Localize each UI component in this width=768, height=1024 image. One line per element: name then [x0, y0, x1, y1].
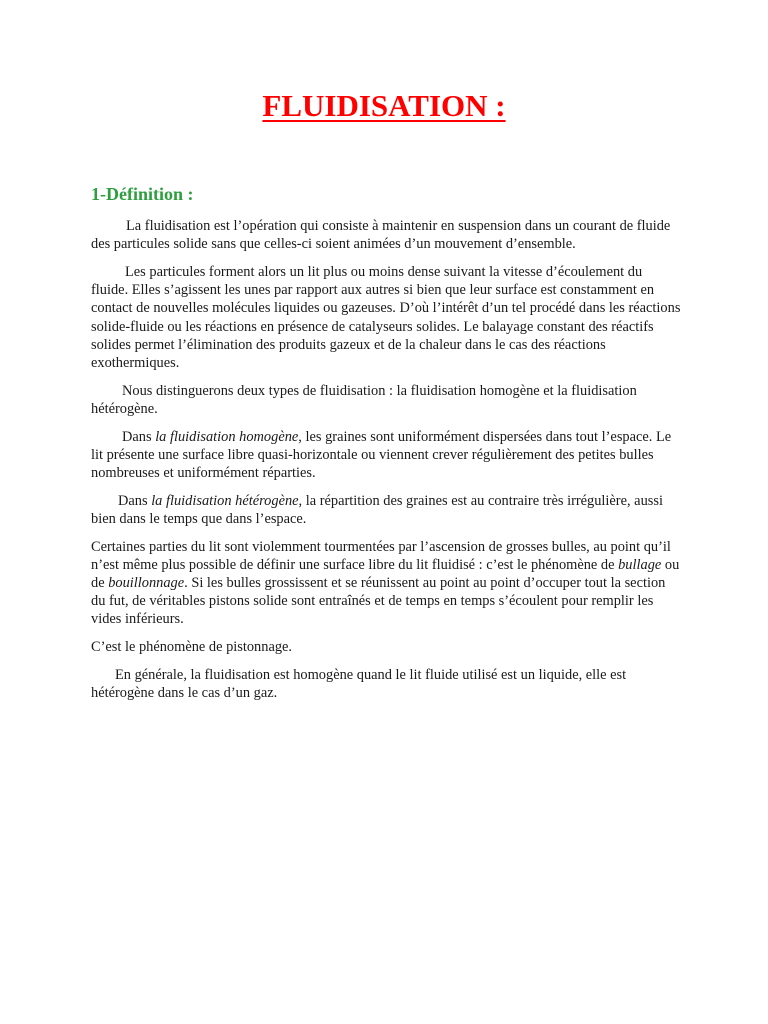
paragraph-homogeneous-prefix: Dans	[122, 428, 156, 445]
paragraph-particles: Les particules forment alors un lit plus ou moins dense suivant la vitesse d’écoulement du fluide. Elles s’agissent les unes par rapport aux autres si bien que leur surface est constamment en contact de nouvelles molécules liquides ou gazeuses. D’où l’intérêt d’un tel procédé dans les réactions solide-fluide ou les réactions en présence de catalyseurs solides. Le balayage constant des réactifs solides permet l’élimination des produits gazeux et de la chaleur dans le cas des réactions exothermiques.	[91, 263, 681, 371]
paragraph-bubbling-prefix: Certaines parties du lit sont violemment tourmentées par l’ascension de grosses bulles, au point qu’il n’est même plus possible de définir une surface libre du lit fluidisé : c’est le phénomène de	[91, 538, 671, 573]
term-homogeneous: la fluidisation homogène	[155, 428, 299, 445]
document-body	[91, 217, 681, 712]
paragraph-homogeneous	[91, 428, 681, 483]
term-heterogeneous: la fluidisation hétérogène	[151, 492, 299, 509]
paragraph-bubbling-mid: ou de	[91, 556, 680, 591]
paragraph-conclusion: En générale, la fluidisation est homogène quand le lit fluide utilisé est un liquide, elle est hétérogène dans le cas d’un gaz.	[91, 666, 627, 701]
paragraph-heterogeneous	[91, 492, 681, 528]
term-bullage: bullage	[618, 556, 662, 573]
paragraph-types: Nous distinguerons deux types de fluidisation : la fluidisation homogène et la fluidisation hétérogène.	[91, 382, 637, 417]
paragraph-heterogeneous-suffix: , la répartition des graines est au contraire très irrégulière, aussi bien dans le temps que dans l’espace.	[91, 492, 663, 527]
section-heading: 1-Définition :	[91, 184, 194, 204]
term-bouillonnage: bouillonnage	[108, 574, 185, 591]
paragraph-homogeneous-suffix: , les graines sont uniformément dispersées dans tout l’espace. Le lit présente une surface libre quasi-horizontale ou viennent crever régulièrement des petites bulles nombreuses et uniformément réparties.	[91, 428, 672, 481]
paragraph-pistonnage: C’est le phénomène de pistonnage.	[91, 639, 293, 656]
paragraph-heterogeneous-prefix: Dans	[118, 492, 152, 509]
paragraph-bubbling-suffix: . Si les bulles grossissent et se réunissent au point au point d’occuper tout la section du fut, de véritables pistons solide sont entraînés et de temps en temps s’écoulent pour remplir les vides inférieurs.	[91, 574, 666, 628]
paragraph-bubbling	[91, 538, 681, 629]
page-title: FLUIDISATION :	[262, 88, 506, 123]
paragraph-definition: La fluidisation est l’opération qui consiste à maintenir en suspension dans un courant de fluide des particules solide sans que celles-ci soient animées d’un mouvement d’ensemble.	[91, 218, 671, 253]
